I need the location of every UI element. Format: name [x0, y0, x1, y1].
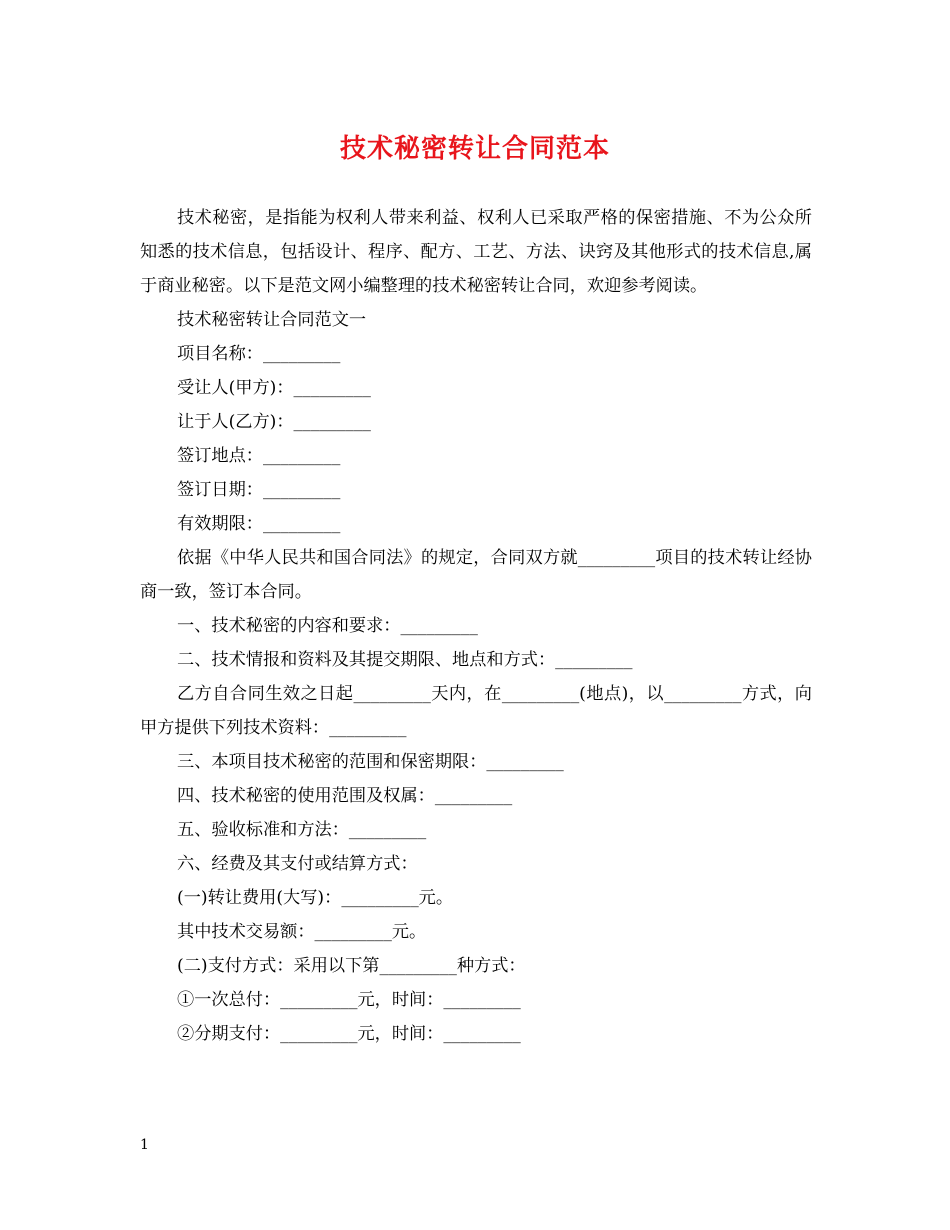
clause-6-lump-sum: ①一次总付：_________元，时间：_________	[177, 990, 521, 1010]
intro-paragraph: 技术秘密，是指能为权利人带来利益、权利人已采取严格的保密措施、不为公众所知悉的技术信息，包括设计、程序、配方、工艺、方法、诀窍及其他形式的技术信息,属于商业秘密。以下是范文网小编整理的技术秘密转让合同，欢迎参考阅读。	[140, 208, 812, 296]
field-signing-place: 签订地点：_________	[177, 446, 341, 466]
clause-2: 二、技术情报和资料及其提交期限、地点和方式：_________	[177, 650, 633, 670]
section-heading: 技术秘密转让合同范文一	[177, 310, 367, 330]
field-party-a: 受让人(甲方)：_________	[177, 378, 371, 398]
field-party-b: 让于人(乙方)：_________	[177, 412, 371, 432]
clause-2-detail: 乙方自合同生效之日起_________天内，在_________(地点)，以_________方式，向甲方提供下列技术资料：_________	[140, 684, 812, 738]
clause-6: 六、经费及其支付或结算方式：	[177, 854, 418, 874]
field-project-name: 项目名称：_________	[177, 344, 341, 364]
field-signing-date: 签订日期：_________	[177, 480, 341, 500]
preamble-paragraph: 依据《中华人民共和国合同法》的规定，合同双方就_________项目的技术转让经协商一致，签订本合同。	[140, 548, 812, 602]
clause-3: 三、本项目技术秘密的范围和保密期限：_________	[177, 752, 564, 772]
clause-6-installment: ②分期支付：_________元，时间：_________	[177, 1024, 521, 1044]
document-body	[140, 201, 812, 1051]
page-number: 1	[140, 1137, 149, 1153]
clause-5: 五、验收标准和方法：_________	[177, 820, 427, 840]
document-title: 技术秘密转让合同范本	[339, 134, 610, 164]
clause-6-payment-method: (二)支付方式：采用以下第_________种方式：	[177, 956, 526, 976]
clause-6-trade-amount: 其中技术交易额：_________元。	[177, 922, 427, 942]
field-validity-period: 有效期限：_________	[177, 514, 341, 534]
clause-4: 四、技术秘密的使用范围及权属：_________	[177, 786, 513, 806]
clause-6-transfer-fee: (一)转让费用(大写)：_________元。	[177, 888, 454, 908]
clause-1: 一、技术秘密的内容和要求：_________	[177, 616, 478, 636]
